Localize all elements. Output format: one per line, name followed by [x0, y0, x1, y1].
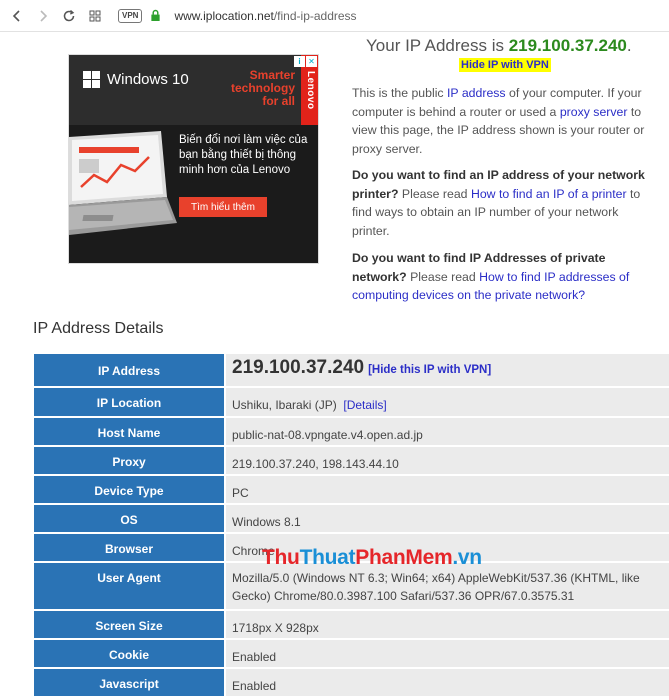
proxy-server-link[interactable]: proxy server — [559, 104, 628, 119]
grid-icon — [88, 9, 102, 23]
details-link[interactable]: [Details] — [343, 398, 387, 412]
row-label: Javascript — [34, 669, 224, 696]
url-host: www.iplocation.net — [174, 8, 274, 23]
row-value: Enabled — [226, 669, 669, 696]
watermark-part-1: Thu — [262, 546, 300, 569]
lock-icon[interactable] — [150, 9, 162, 23]
table-row — [34, 563, 669, 611]
row-label: User Agent — [34, 563, 224, 609]
ad-cta-button[interactable]: Tìm hiểu thêm — [179, 197, 267, 217]
row-label: Screen Size — [34, 611, 224, 638]
windows-icon — [83, 71, 100, 88]
ip-details-table — [34, 354, 669, 698]
forward-button[interactable] — [30, 3, 56, 29]
ad-close-icon[interactable]: ✕ — [306, 56, 317, 67]
p3-bold: Do you want to find IP Addresses of private network? — [352, 251, 606, 284]
chevron-right-icon — [36, 9, 50, 23]
row-value: 1718px X 928px — [226, 611, 669, 638]
table-row — [34, 505, 669, 534]
watermark-part-3: PhanMem — [355, 546, 453, 569]
your-ip-value: 219.100.37.240 — [508, 36, 627, 55]
intro-paragraph-1 — [352, 84, 652, 158]
p1-text-c: to view this page, the IP address shown is your router or proxy server. — [352, 104, 645, 156]
chevron-left-icon — [10, 9, 24, 23]
row-value: public-nat-08.vpngate.v4.open.ad.jp — [226, 418, 669, 445]
row-label: Browser — [34, 534, 224, 561]
row-label: IP Location — [34, 388, 224, 416]
ad-info-icon[interactable]: i — [294, 56, 305, 67]
back-button[interactable] — [4, 3, 30, 29]
ad-body — [69, 125, 319, 264]
find-printer-ip-link[interactable]: How to find an IP of a printer — [470, 186, 627, 201]
row-value — [226, 354, 669, 386]
row-label: OS — [34, 505, 224, 532]
your-ip-suffix: . — [626, 36, 632, 55]
intro-paragraph-2 — [352, 166, 652, 240]
watermark-part-2: Thuat — [299, 546, 356, 569]
speed-dial-button[interactable] — [82, 3, 108, 29]
ip-address-link[interactable]: IP address — [447, 86, 506, 100]
ad-tagline: Smarter technology for all — [230, 68, 295, 108]
table-row — [34, 611, 669, 640]
ad-lenovo-logo: Lenovo — [301, 55, 319, 125]
intro-paragraph-3 — [352, 249, 652, 305]
address-bar[interactable] — [174, 9, 356, 23]
url-path: /find-ip-address — [273, 8, 357, 23]
p3-text-a: Please read — [406, 269, 480, 284]
table-row — [34, 388, 669, 418]
laptop-image — [69, 127, 177, 247]
row-label: Proxy — [34, 447, 224, 474]
row-value: Enabled — [226, 640, 669, 667]
row-value: Chrome — [226, 534, 669, 561]
watermark — [262, 546, 482, 570]
find-private-ip-link[interactable]: How to find IP addresses of computing devices on the private network? — [352, 269, 630, 302]
p2-bold: Do you want to find an IP address of your network printer? — [352, 168, 645, 201]
table-row — [34, 640, 669, 669]
row-value — [226, 388, 669, 416]
row-label: Device Type — [34, 476, 224, 503]
p1-text-b: of your computer. If your computer is behind a router or used a — [352, 86, 642, 119]
reload-button[interactable] — [56, 3, 82, 29]
table-row — [34, 476, 669, 505]
p1-text-a: This is the public — [352, 86, 448, 100]
details-title: IP Address Details — [33, 320, 164, 337]
table-row — [34, 418, 669, 447]
ad-windows-text: Windows 10 — [107, 71, 189, 88]
table-row — [34, 669, 669, 698]
table-row — [34, 447, 669, 476]
reload-icon — [62, 9, 76, 23]
ad-top-panel — [69, 55, 319, 125]
ad-choices[interactable] — [294, 56, 317, 67]
browser-toolbar — [0, 0, 669, 32]
p2-text-b: to find ways to obtain an IP number of your network printer. — [352, 186, 641, 238]
location-value: Ushiku, Ibaraki (JP) — [232, 398, 337, 412]
vpn-badge[interactable]: VPN — [118, 9, 142, 23]
ip-value: 219.100.37.240 — [232, 357, 365, 378]
row-value: PC — [226, 476, 669, 503]
row-value: Windows 8.1 — [226, 505, 669, 532]
your-ip-heading — [366, 36, 632, 56]
row-label: IP Address — [34, 354, 224, 386]
row-value: Mozilla/5.0 (Windows NT 6.3; Win64; x64) AppleWebKit/537.36 (KHTML, like Gecko) Chrome/80.0.3987.100 Safari/537.36 OPR/67.0.3575.31 — [226, 563, 669, 609]
hide-this-ip-link[interactable]: [Hide this IP with VPN] — [368, 364, 492, 376]
row-label: Host Name — [34, 418, 224, 445]
ad-windows-logo — [83, 71, 189, 88]
row-value: 219.100.37.240, 198.143.44.10 — [226, 447, 669, 474]
your-ip-prefix: Your IP Address is — [366, 36, 509, 55]
ad-text: Biến đổi nơi làm việc của bạn bằng thiết bị thông minh hơn của Lenovo — [179, 134, 308, 176]
hide-ip-vpn-button[interactable]: Hide IP with VPN — [461, 59, 549, 71]
watermark-part-4: .vn — [452, 546, 482, 569]
table-row — [34, 354, 669, 388]
p2-text-a: Please read — [398, 186, 471, 201]
ad-banner[interactable] — [68, 54, 319, 264]
row-label: Cookie — [34, 640, 224, 667]
